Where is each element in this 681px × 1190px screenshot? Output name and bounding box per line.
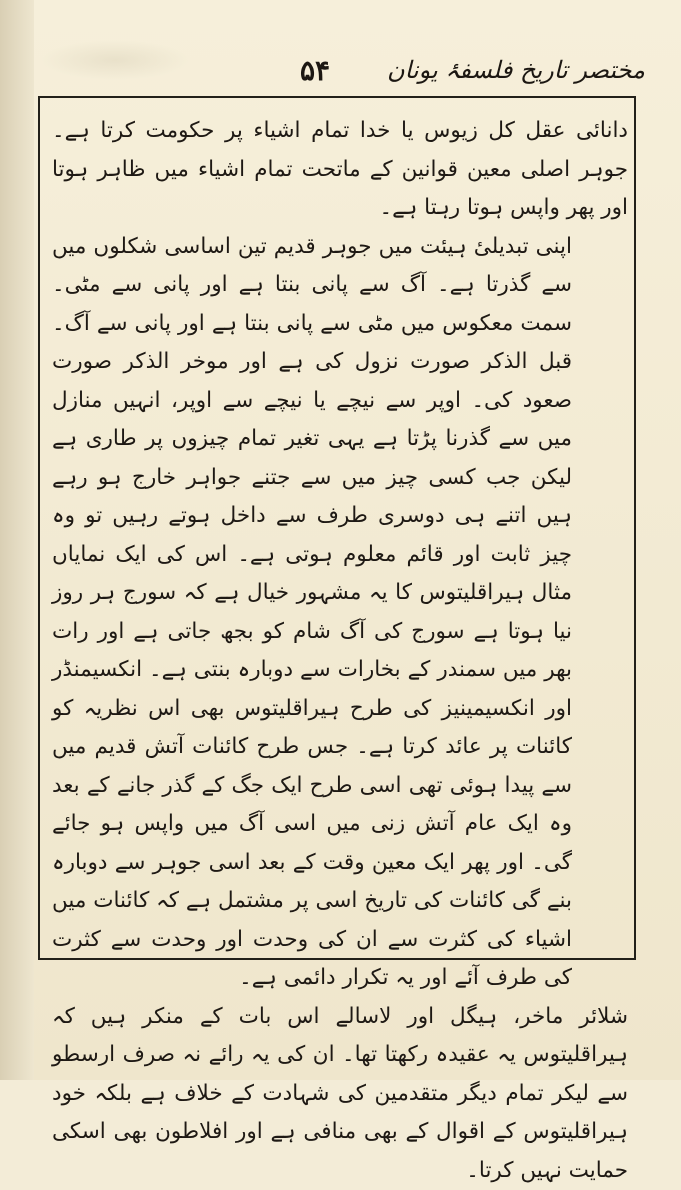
page-gutter-shadow [0, 0, 34, 1080]
running-header-title: مختصر تاریخ فلسفۂ یونان [387, 56, 645, 84]
page-number: ۵۴ [300, 54, 330, 87]
paragraph-1: دانائی عقل کل زیوس یا خدا تمام اشیاء پر حکومت کرتا ہے۔ جوہر اصلی معین قوانین کے ماتحت تمام اشیاء میں ظاہر ہوتا اور پھر واپس ہوتا رہتا ہے۔ [52, 112, 628, 228]
paragraph-3: شلائر ماخر، ہیگل اور لاسالے اس بات کے منکر ہیں کہ ہیراقلیتوس یہ عقیدہ رکھتا تھا۔ ان کی یہ رائے نہ صرف ارسطو سے لیکر تمام دیگر متقدمین کی شہادت کے خلاف ہے بلکہ خود ہیراقلیتوس کے اقوال کے بھی منافی ہے اور افلاطون بھی اسکی حمایت نہیں کرتا۔ [52, 998, 628, 1190]
paragraph-2: اپنی تبدیلیٔ ہیئت میں جوہر قدیم تین اساسی شکلوں میں سے گذرتا ہے۔ آگ سے پانی بنتا ہے اور پانی سے مٹی۔ سمت معکوس میں مٹی سے پانی بنتا ہے اور پانی سے آگ۔ قبل الذکر صورت نزول کی ہے اور موخر الذکر صورت صعود کی۔ اوپر سے نیچے یا نیچے سے اوپر، انہیں منازل میں سے گذرنا پڑتا ہے یہی تغیر تمام چیزوں پر طاری ہے لیکن جب کسی چیز میں سے جتنے جواہر خارج ہو رہے ہیں اتنے ہی دوسری طرف سے داخل ہوتے رہیں تو وہ چیز ثابت اور قائم معلوم ہوتی ہے۔ اس کی ایک نمایاں مثال ہیراقلیتوس کا یہ مشہور خیال ہے کہ سورج ہر روز نیا ہوتا ہے سورج کی آگ شام کو بجھ جاتی ہے اور رات بھر میں سمندر کے بخارات سے دوبارہ بنتی ہے۔ انکسیمنڈر اور انکسیمینیز کی طرح ہیراقلیتوس بھی اس نظریہ کو کائنات پر عائد کرتا ہے۔ جس طرح کائنات آتش قدیم میں سے پیدا ہوئی تھی اسی طرح ایک جگ کے گذر جانے کے بعد وہ ایک عام آتش زنی میں اسی آگ میں واپس ہو جائے گی۔ اور پھر ایک معین وقت کے بعد اسی جوہر سے دوبارہ بنے گی کائنات کی تاریخ اسی پر مشتمل ہے کہ کائنات میں اشیاء کی کثرت سے ان کی وحدت اور وحدت سے کثرت کی طرف آئے اور یہ تکرار دائمی ہے۔ [52, 228, 628, 998]
page-header [40, 48, 645, 90]
page-body-text [52, 112, 628, 962]
